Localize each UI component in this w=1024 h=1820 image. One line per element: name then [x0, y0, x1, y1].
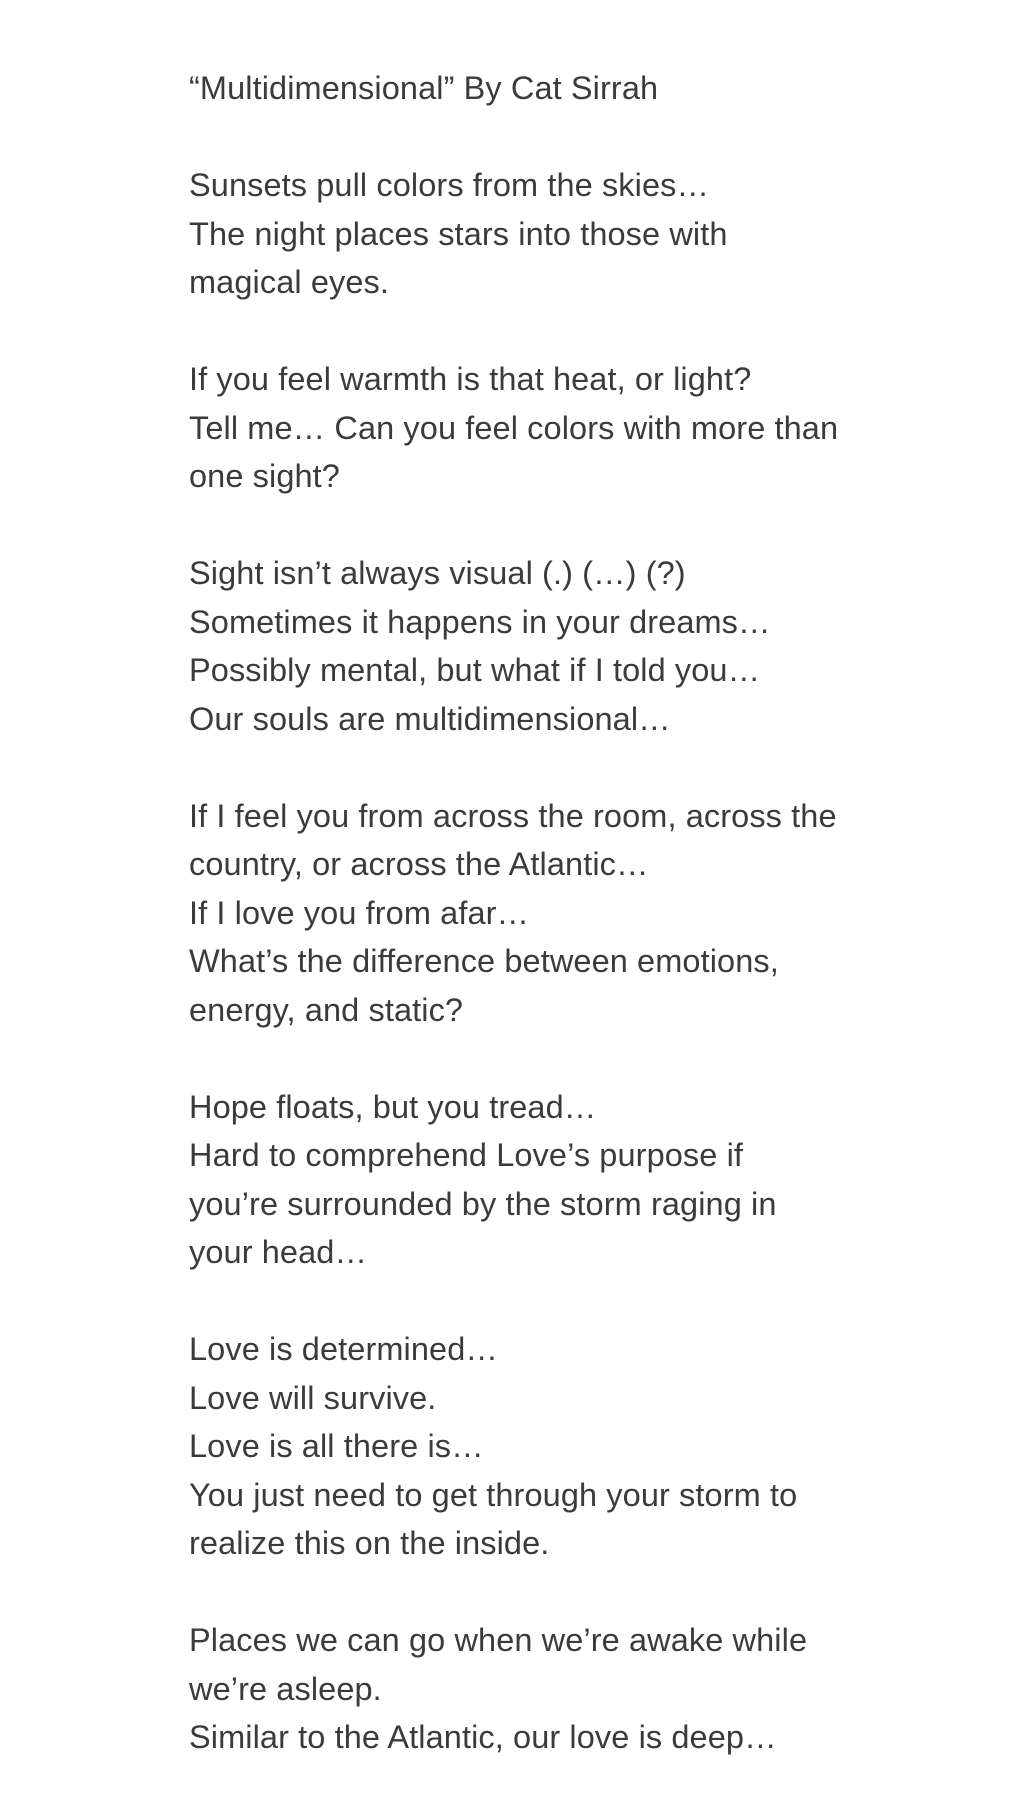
stanza-6	[189, 1325, 989, 1568]
poem-text	[189, 64, 989, 1762]
stanza-2	[189, 355, 989, 501]
poem-line: Love is all there is…	[189, 1428, 484, 1464]
poem-line: You just need to get through your storm to	[189, 1476, 798, 1513]
poem-line: Hard to comprehend Love’s purpose if	[189, 1137, 744, 1173]
poem-line: Love is determined…	[189, 1331, 498, 1367]
poem-line: The night places stars into those with	[189, 215, 728, 252]
poem-line: Sometimes it happens in your dreams…	[189, 603, 771, 640]
poem-line: Hope floats, but you tread…	[189, 1088, 597, 1125]
poem-line: Our souls are multidimensional…	[189, 700, 671, 737]
poem-line: Sunsets pull colors from the skies…	[189, 167, 710, 203]
poem-line: If you feel warmth is that heat, or light?	[189, 361, 752, 397]
poem-line: Love will survive.	[189, 1379, 437, 1416]
stanza-3	[189, 549, 989, 743]
poem-line: country, or across the Atlantic…	[189, 846, 649, 882]
stanza-7	[189, 1616, 989, 1762]
poem-line: one sight?	[189, 458, 340, 494]
stanza-1	[189, 161, 989, 307]
poem-line: Tell me… Can you feel colors with more than	[189, 409, 839, 446]
poem-line: Places we can go when we’re awake while	[189, 1622, 808, 1658]
poem-line: Possibly mental, but what if I told you…	[189, 652, 761, 688]
poem-line: realize this on the inside.	[189, 1525, 550, 1561]
stanza-5	[189, 1083, 989, 1277]
poem-title: “Multidimensional” By Cat Sirrah	[189, 70, 659, 106]
poem-line: we’re asleep.	[189, 1670, 382, 1707]
poem-line: you’re surrounded by the storm raging in	[189, 1185, 777, 1222]
poem-line: If I feel you from across the room, across the	[189, 797, 837, 834]
stanza-4	[189, 792, 989, 1035]
poem-line: Sight isn’t always visual (.) (…) (?)	[189, 555, 686, 591]
poem-line: What’s the difference between emotions,	[189, 943, 779, 979]
poem-line: energy, and static?	[189, 991, 464, 1028]
poem-line: If I love you from afar…	[189, 894, 530, 931]
poem-line: your head…	[189, 1234, 368, 1270]
poem-line: Similar to the Atlantic, our love is deep…	[189, 1719, 777, 1755]
poem-line: magical eyes.	[189, 264, 389, 300]
